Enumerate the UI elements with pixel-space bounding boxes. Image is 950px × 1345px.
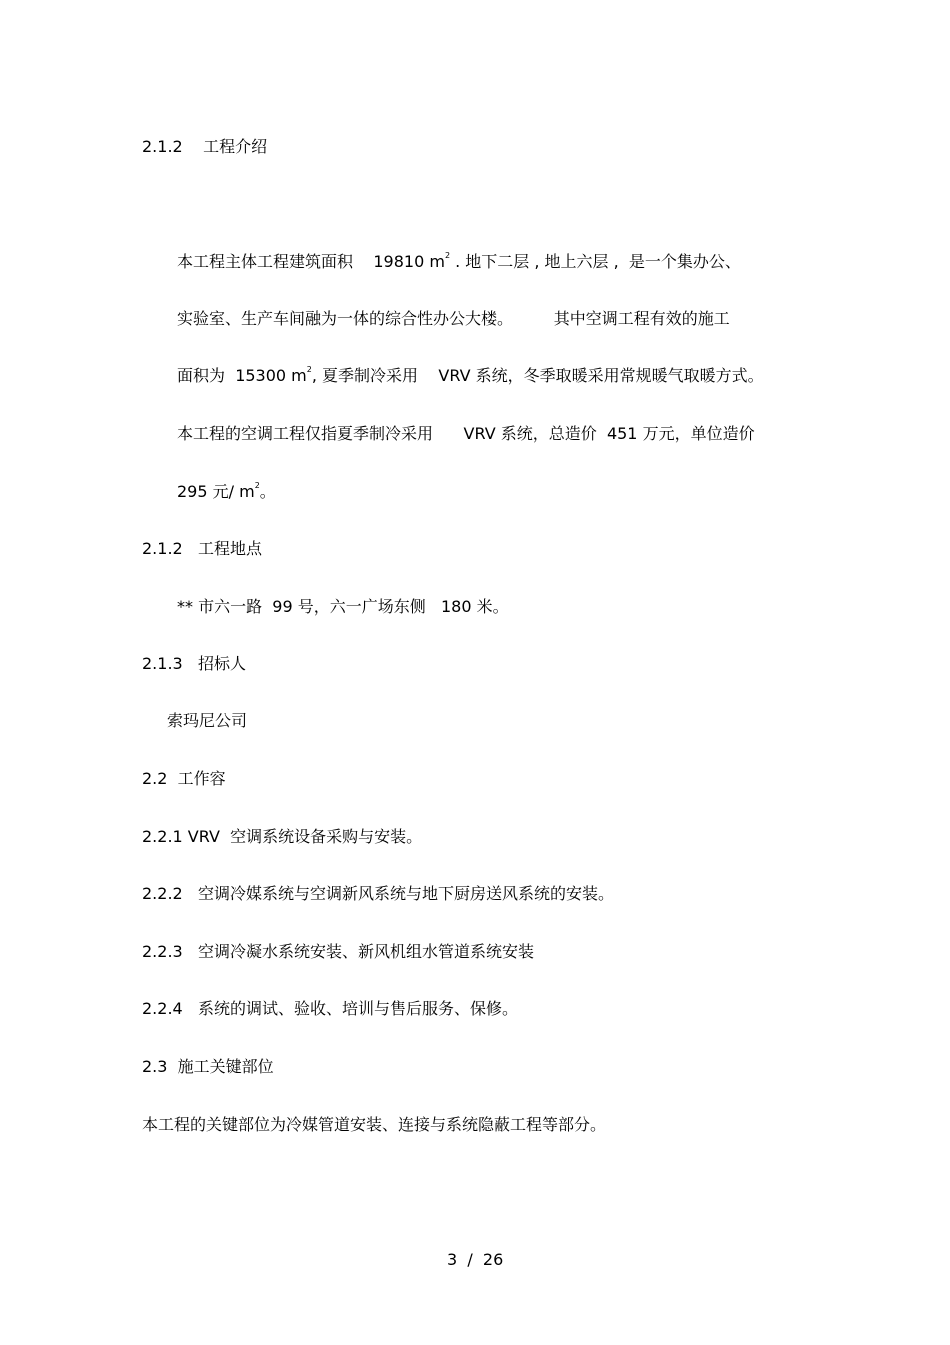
section-heading-key — [142, 1057, 274, 1077]
page-separator: / — [467, 1250, 473, 1269]
text-span: 本工程的空调工程仅指夏季制冷采用 — [177, 424, 434, 443]
section-heading-location — [142, 539, 262, 559]
section-heading-bidder — [142, 654, 246, 674]
section-title: 工作容 — [177, 769, 226, 788]
intro-line-2 — [177, 309, 730, 329]
section-title: 施工关键部位 — [177, 1057, 274, 1076]
section-title: 招标人 — [197, 654, 246, 673]
intro-line-4 — [177, 424, 755, 444]
superscript: 2 — [444, 251, 451, 260]
section-number: 2.1.2 — [142, 539, 183, 558]
work-item: 2.2.4 系统的调试、验收、培训与售后服务、保修。 — [142, 999, 518, 1018]
superscript: 2 — [306, 365, 312, 374]
section-number: 2.1.3 — [142, 654, 183, 673]
work-item: 2.2.3 空调冷凝水系统安装、新风机组水管道系统安装 — [142, 942, 534, 961]
text-span: 是一个集办公、 — [628, 252, 741, 271]
text-span: 295 元/ m — [177, 482, 255, 501]
intro-line-1 — [177, 252, 741, 272]
text-span: 实验室、生产车间融为一体的综合性办公大楼。 — [177, 309, 514, 328]
intro-line-5 — [177, 482, 276, 502]
work-item: 2.2.2 空调冷媒系统与空调新风系统与地下厨房送风系统的安装。 — [142, 884, 614, 903]
intro-line-3 — [177, 366, 764, 386]
location-text: ** 市六一路 99 号，六一广场东侧 180 米。 — [177, 597, 509, 616]
text-span: 本工程主体工程建筑面积 — [177, 252, 354, 271]
text-span: VRV 系统，总造价 — [463, 424, 597, 443]
text-span: 面积为 — [177, 366, 226, 385]
section-title: 工程地点 — [197, 539, 262, 558]
superscript: 2 — [254, 481, 260, 490]
section-number: 2.3 — [142, 1057, 168, 1076]
text-span: 15300 m — [235, 366, 307, 385]
section-number: 2.1.2 — [142, 137, 183, 156]
work-item: 2.2.1 VRV 空调系统设备采购与安装。 — [142, 827, 423, 846]
section-heading-work — [142, 769, 226, 789]
section-number: 2.2 — [142, 769, 168, 788]
text-span: VRV 系统，冬季取暖采用常规暖气取暖方式。 — [438, 366, 764, 385]
text-span: 451 万元，单位造价 — [606, 424, 755, 443]
section-heading-intro — [142, 137, 267, 157]
total-pages: 26 — [482, 1250, 504, 1269]
section-title: 工程介绍 — [203, 137, 268, 156]
current-page: 3 — [447, 1250, 458, 1269]
text-span: 19810 m — [373, 252, 445, 271]
text-span: . 地下二层 , 地上六层 , — [455, 252, 619, 271]
page-number — [447, 1250, 503, 1270]
text-span: 其中空调工程有效的施工 — [553, 309, 730, 328]
text-span: 。 — [259, 482, 276, 501]
key-text: 本工程的关键部位为冷媒管道安装、连接与系统隐蔽工程等部分。 — [142, 1115, 607, 1134]
text-span: , 夏季制冷采用 — [311, 366, 419, 385]
bidder-text: 索玛尼公司 — [167, 711, 248, 730]
